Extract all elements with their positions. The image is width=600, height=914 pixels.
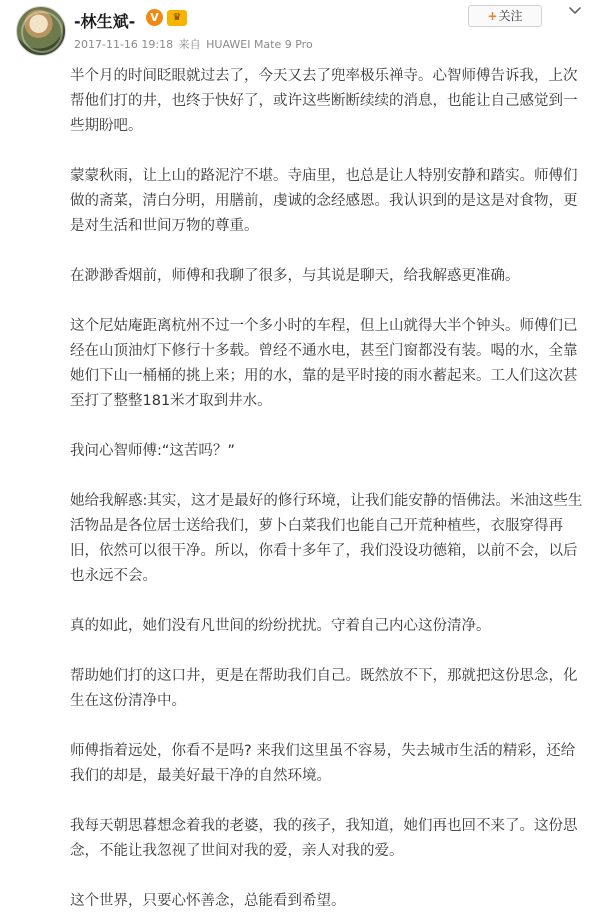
post-paragraph: 我问心智师傅:“这苦吗？” [70, 443, 235, 459]
post-paragraph: 在渺渺香烟前，师傅和我聊了很多，与其说是聊天，给我解惑更准确。 [70, 268, 520, 284]
avatar[interactable] [16, 6, 66, 56]
post-paragraph: 我每天朝思暮想念着我的老婆，我的孩子，我知道，她们再也回不来了。这份思念，不能让我忽视了世间对我的爱，亲人对我的爱。 [70, 818, 578, 859]
post-paragraph: 她给我解惑:其实，这才是最好的修行环境，让我们能安静的悟佛法。米油这些生活物品是各位居士送给我们，萝卜白菜我们也能自己开荒种植些，衣服穿得再旧，依然可以很干净。所以，你看十多年了，我们没设功德箱，以前不会，以后也永远不会。 [70, 493, 583, 584]
source-prefix: 来自 [178, 38, 201, 51]
post-timestamp: 2017-11-16 19:18 [74, 38, 174, 51]
verified-v-icon: V [146, 9, 163, 26]
post-paragraph: 师傅指着远处，你看不是吗? 来我们这里虽不容易，失去城市生活的精彩，还给我们的却是，最美好最干净的自然环境。 [70, 743, 576, 784]
plus-icon: + [487, 9, 498, 23]
post-paragraph: 帮助她们打的这口井，更是在帮助我们自己。既然放不下，那就把这份思念，化生在这份清净中。 [70, 668, 578, 709]
follow-button-label: 关注 [498, 9, 523, 23]
post-paragraph: 蒙蒙秋雨，让上山的路泥泞不堪。寺庙里，也总是让人特别安静和踏实。师傅们做的斋菜，清白分明，用膳前，虔诚的念经感恩。我认识到的是这是对食物，更是对生活和世间万物的尊重。 [70, 168, 578, 234]
post-meta [74, 36, 313, 52]
follow-button[interactable] [468, 5, 542, 27]
post-paragraph: 半个月的时间眨眼就过去了，今天又去了兜率极乐禅寺。心智师傅告诉我，上次帮他们打的井，也终于快好了，或许这些断断续续的消息，也能让自己感觉到一些期盼吧。 [70, 68, 578, 134]
post-paragraph: 这个世界，只要心怀善念，总能看到希望。 [70, 893, 346, 909]
username[interactable]: -林生斌- [74, 12, 136, 31]
post-device: HUAWEI Mate 9 Pro [206, 38, 313, 51]
crown-icon: ♛ [167, 10, 187, 26]
post-content [70, 64, 584, 914]
post-paragraph: 这个尼姑庵距离杭州不过一个多小时的车程，但上山就得大半个钟头。师傅们已经在山顶油灯下修行十多载。曾经不通水电，甚至门窗都没有装。喝的水，全靠她们下山一桶桶的挑上来；用的水，靠的是平时接的雨水蓄起来。工人们这次甚至打了整整181米才取到井水。 [70, 318, 578, 409]
post-paragraph: 真的如此，她们没有凡世间的纷纷扰扰。守着自己内心这份清净。 [70, 618, 491, 634]
chevron-down-icon[interactable] [566, 2, 584, 20]
post-header [0, 0, 600, 62]
avatar-ring [21, 11, 63, 53]
